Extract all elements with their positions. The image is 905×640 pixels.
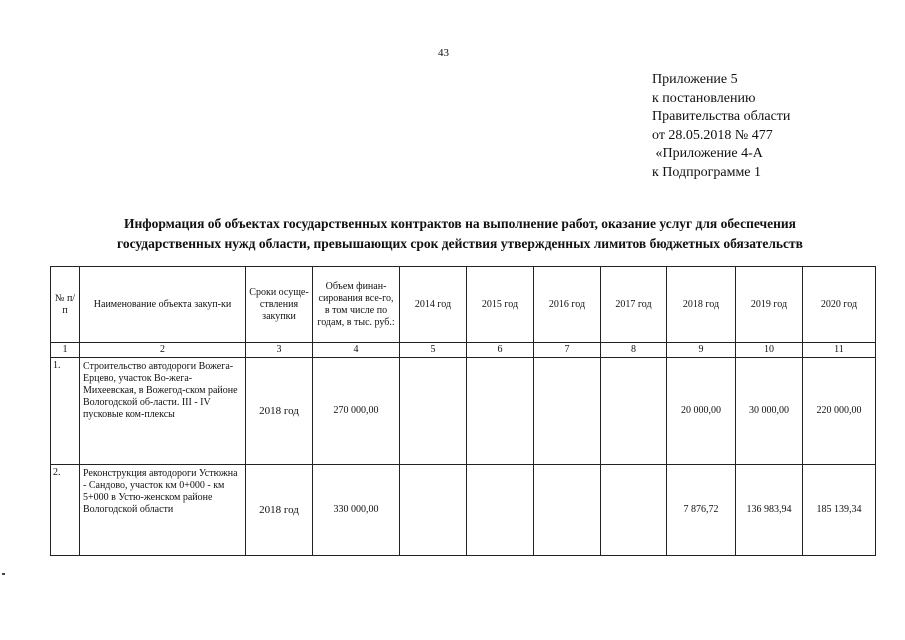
value-2015 [467,358,534,465]
value-2016 [534,465,601,556]
column-number: 11 [803,343,876,358]
header-period: Сроки осуще-ствления закупки [246,267,313,343]
column-number: 9 [667,343,736,358]
appendix-line: к постановлению [652,90,756,106]
value-2014 [400,465,467,556]
table-header-row [51,267,876,343]
value-2018: 7 876,72 [667,465,736,556]
value-2019: 30 000,00 [736,358,803,465]
value-2018: 20 000,00 [667,358,736,465]
column-number: 2 [80,343,246,358]
appendix-line: «Приложение 4-А [652,146,763,161]
procurement-period: 2018 год [246,465,313,556]
appendix-line: Правительства области [652,109,791,124]
header-2017: 2017 год [601,267,667,343]
procurement-period: 2018 год [246,358,313,465]
column-number: 10 [736,343,803,358]
page-number: 43 [438,47,449,59]
document-title [40,214,880,254]
column-number: 7 [534,343,601,358]
column-number: 1 [51,343,80,358]
column-number-row [51,343,876,358]
value-2016 [534,358,601,465]
column-number: 8 [601,343,667,358]
object-name: Строительство автодороги Вожега-Ерцево, участок Во-жега-Михеевская, в Вожегод-ском районе Вологодской об-ласти. III - IV пусковые ком-плексы [80,358,246,465]
appendix-line: к Подпрограмме 1 [652,164,762,180]
header-2014: 2014 год [400,267,467,343]
column-number: 5 [400,343,467,358]
appendix-line: Приложение 5 [652,72,738,87]
header-2020: 2020 год [803,267,876,343]
header-name: Наименование объекта закуп-ки [80,267,246,343]
title-line-1: Информация об объектах государственных контрактов на выполнение работ, оказание услуг для обеспечения [124,216,796,231]
column-number: 3 [246,343,313,358]
value-2020: 185 139,34 [803,465,876,556]
column-number: 4 [313,343,400,358]
row-number: 1. [51,358,80,465]
objects-table [50,266,876,556]
value-2017 [601,465,667,556]
table-row [51,465,876,556]
total-financing: 270 000,00 [313,358,400,465]
row-number: 2. [51,465,80,556]
header-2016: 2016 год [534,267,601,343]
header-2018: 2018 год [667,267,736,343]
appendix-reference [652,71,790,182]
scan-mark [2,573,5,575]
table-row [51,358,876,465]
value-2020: 220 000,00 [803,358,876,465]
appendix-line: от 28.05.2018 № 477 [652,127,773,143]
value-2015 [467,465,534,556]
total-financing: 330 000,00 [313,465,400,556]
header-2019: 2019 год [736,267,803,343]
value-2014 [400,358,467,465]
header-2015: 2015 год [467,267,534,343]
value-2017 [601,358,667,465]
column-number: 6 [467,343,534,358]
title-line-2: государственных нужд области, превышающих срок действия утвержденных лимитов бюджетных обязательств [117,236,803,251]
header-total: Объем финан-сирования все-го, в том числе по годам, в тыс. руб.: [313,267,400,343]
header-num: № п/п [51,267,80,343]
value-2019: 136 983,94 [736,465,803,556]
object-name: Реконструкция автодороги Устюжна - Сандово, участок км 0+000 - км 5+000 в Устю-женском районе Вологодской области [80,465,246,556]
